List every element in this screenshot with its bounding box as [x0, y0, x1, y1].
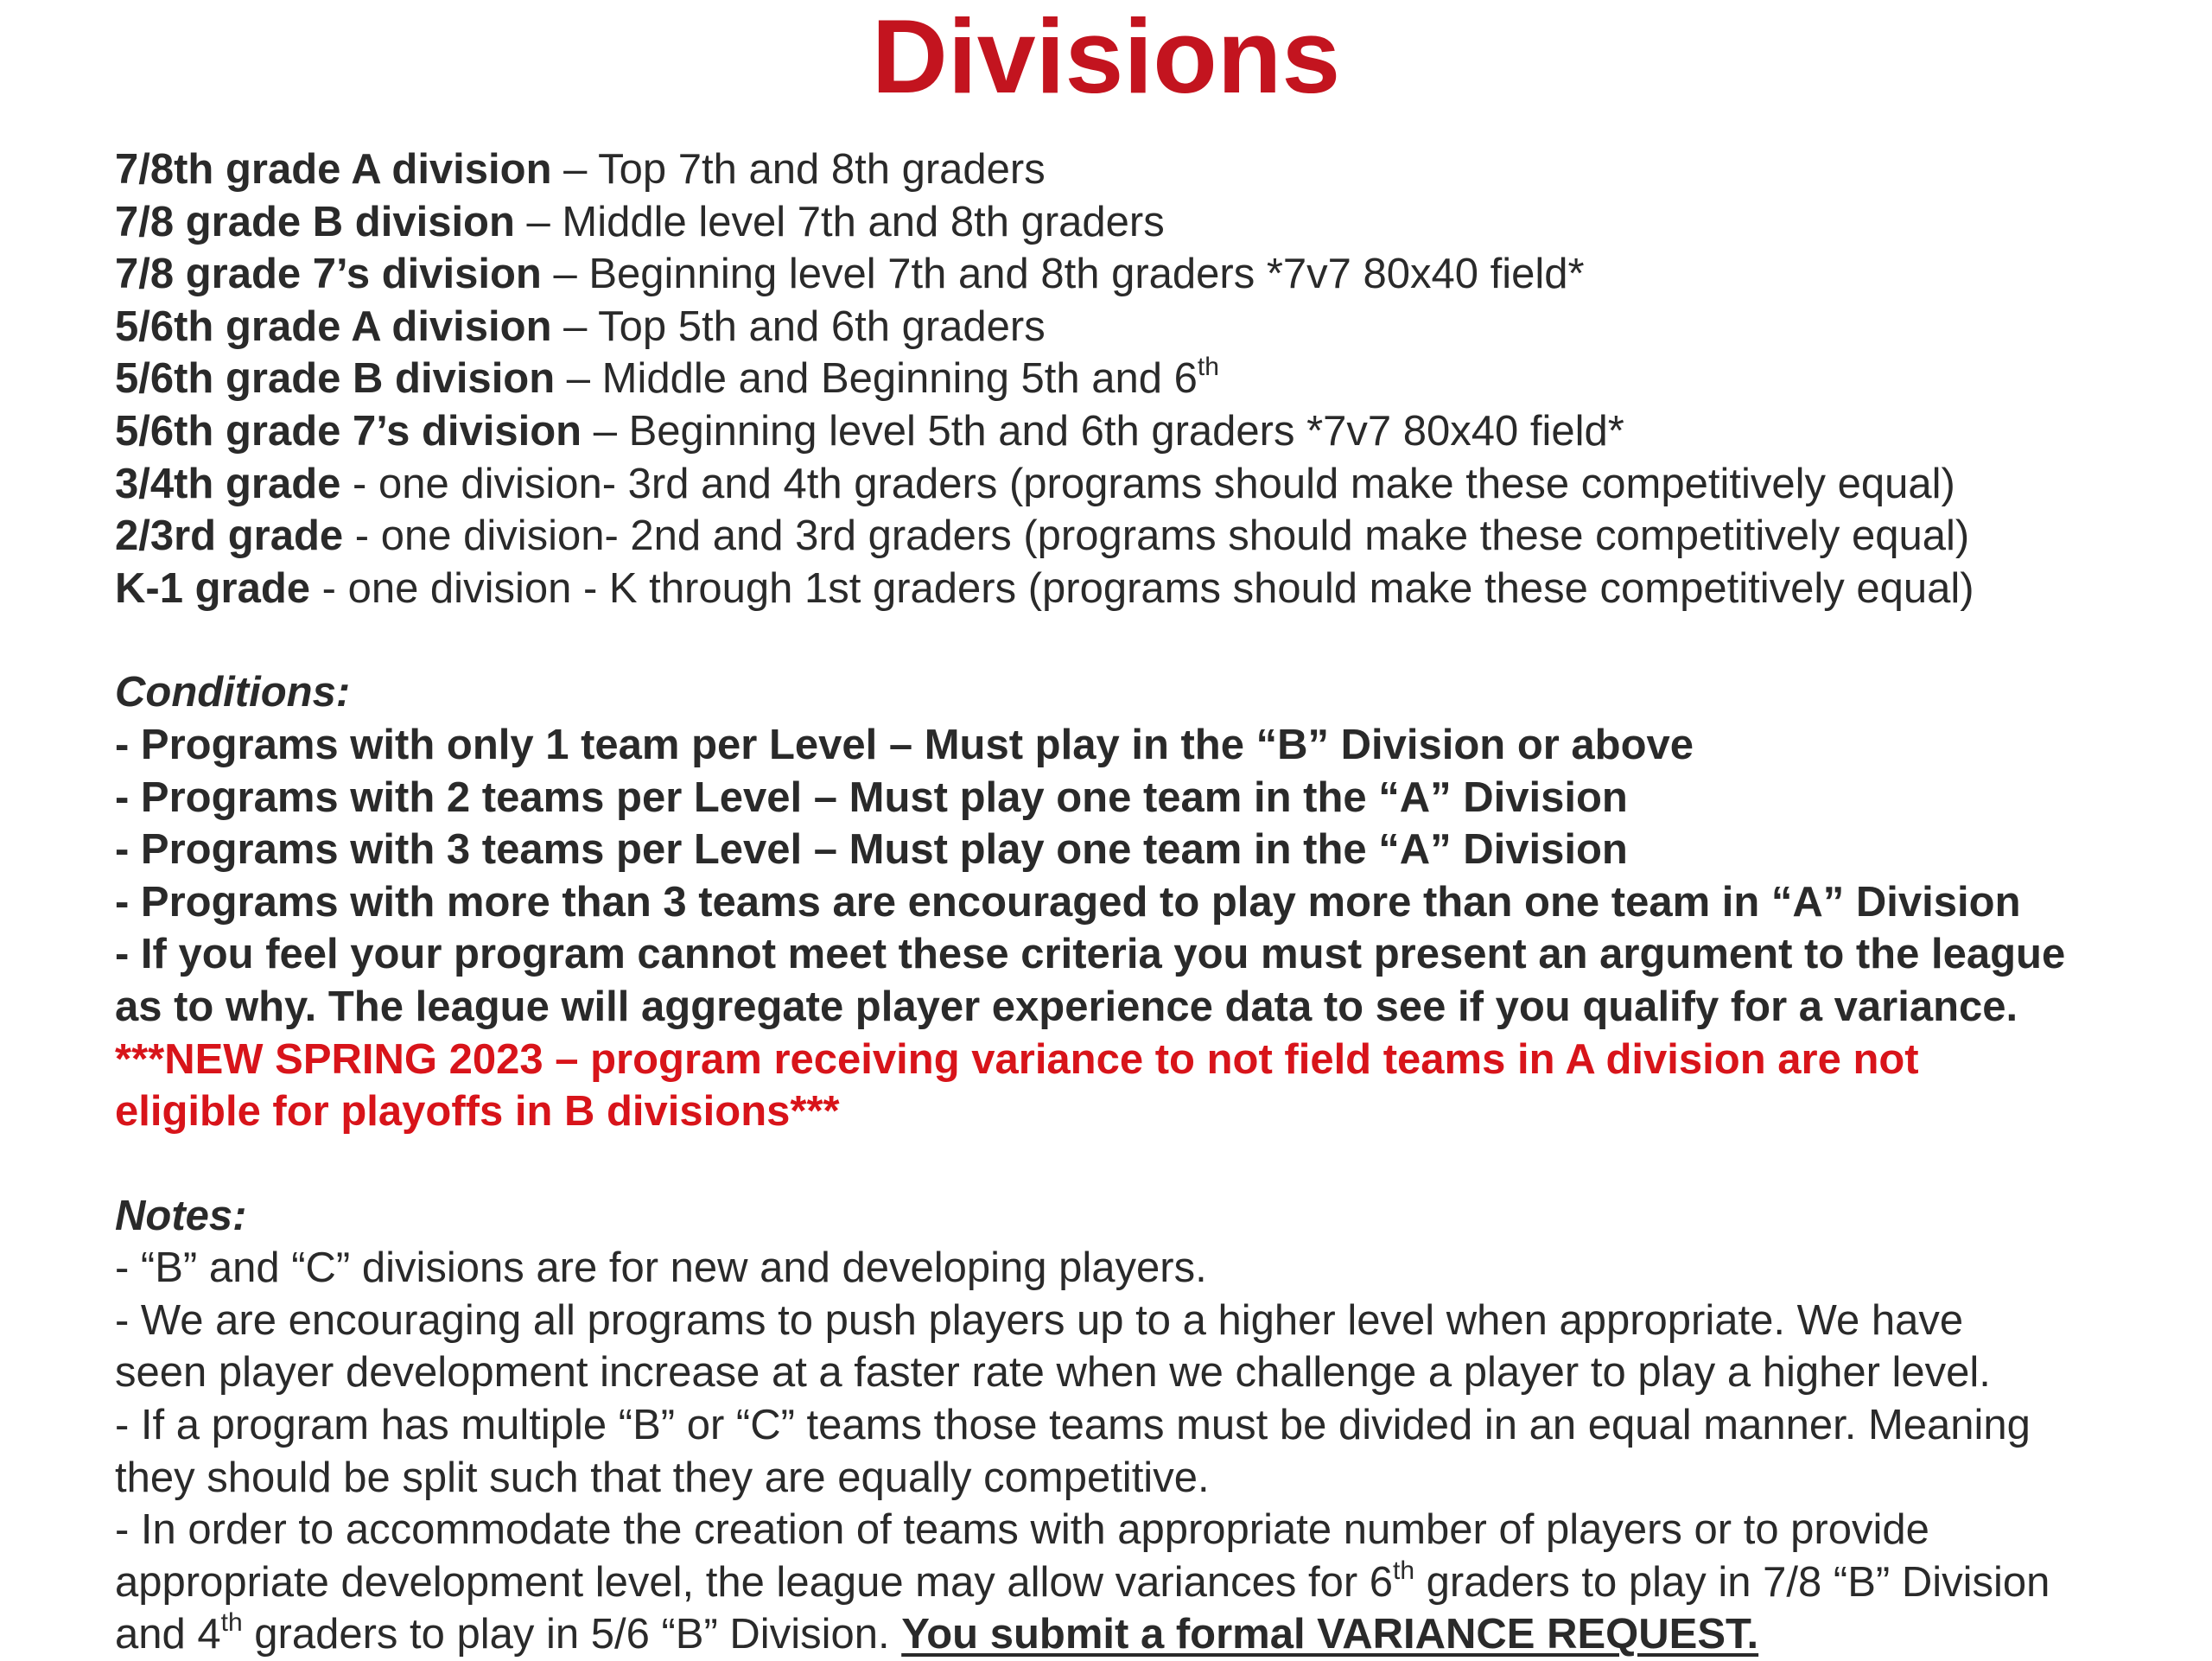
division-separator: - [340, 460, 378, 507]
division-item [115, 248, 2189, 301]
conditions-heading: Conditions: [115, 669, 351, 716]
note-line: seen player development increase at a faster rate when we challenge a player to play a higher level. [115, 1349, 1991, 1397]
division-separator: – [514, 198, 563, 245]
division-separator: – [541, 251, 589, 298]
condition-line: - If you feel your program cannot meet these criteria you must present an argument to the league [115, 931, 2066, 978]
division-name: 5/6th grade A division [115, 302, 552, 350]
division-description: Top 5th and 6th graders [598, 302, 1046, 350]
division-name: 2/3rd grade [115, 512, 344, 560]
condition-line: - Programs with 2 teams per Level – Must play one team in the “A” Division [115, 773, 1628, 821]
note-line [115, 1608, 2189, 1661]
condition-line: - Programs with 3 teams per Level – Must play one team in the “A” Division [115, 826, 1628, 874]
division-description: Beginning level 5th and 6th graders *7v7 80x40 field* [628, 407, 1624, 455]
division-description: one division - K through 1st graders (programs should make these competitively equal) [347, 564, 1974, 612]
condition-line: - Programs with only 1 team per Level – Must play in the “B” Division or above [115, 721, 1694, 768]
note-line [115, 1556, 2189, 1609]
division-description: one division- 3rd and 4th graders (programs should make these competitively equal) [378, 460, 1955, 507]
division-item [115, 353, 2189, 405]
division-name: 7/8th grade A division [115, 146, 552, 193]
superscript: th [220, 1608, 243, 1638]
spring-2023-notice: ***NEW SPRING 2023 – program receiving variance to not field teams in A division are not [115, 1035, 1919, 1083]
notes-heading: Notes: [115, 1192, 247, 1239]
note-line: - We are encouraging all programs to push players up to a higher level when appropriate. We have [115, 1296, 1964, 1344]
division-separator: – [551, 302, 599, 350]
division-description: Middle level 7th and 8th graders [562, 198, 1165, 245]
division-item [115, 196, 2189, 249]
note-line: they should be split such that they are equally competitive. [115, 1454, 1210, 1501]
superscript: th [1197, 353, 1219, 382]
division-item [115, 143, 2189, 196]
division-item [115, 510, 2189, 563]
division-name: 7/8 grade B division [115, 198, 515, 245]
condition-line: - Programs with more than 3 teams are encouraged to play more than one team in “A” Division [115, 878, 2021, 926]
division-separator: - [343, 512, 381, 560]
note-line: - In order to accommodate the creation of teams with appropriate number of players or to provide [115, 1506, 1929, 1554]
conditions-section [115, 666, 2189, 1137]
document-body [115, 143, 2189, 1661]
note-text: and 4 [115, 1611, 221, 1658]
notes-section [115, 1190, 2189, 1661]
spacer [115, 614, 2189, 666]
division-description: Top 7th and 8th graders [598, 146, 1046, 193]
division-item [115, 405, 2189, 458]
division-name: 7/8 grade 7’s division [115, 251, 542, 298]
division-separator: – [551, 146, 599, 193]
superscript: th [1393, 1556, 1415, 1585]
division-name: 3/4th grade [115, 460, 341, 507]
division-description: Middle and Beginning 5th and 6 [601, 355, 1198, 403]
division-name: 5/6th grade 7’s division [115, 407, 582, 455]
condition-line: as to why. The league will aggregate player experience data to see if you qualify for a variance. [115, 983, 2018, 1030]
division-item [115, 563, 2189, 615]
note-line: - If a program has multiple “B” or “C” teams those teams must be divided in an equal manner. Meaning [115, 1402, 2031, 1449]
division-item [115, 458, 2189, 511]
variance-request-link[interactable]: You submit a formal VARIANCE REQUEST. [901, 1611, 1759, 1658]
division-item [115, 301, 2189, 353]
note-line: - “B” and “C” divisions are for new and developing players. [115, 1244, 1207, 1292]
spacer [115, 1138, 2189, 1190]
division-name: K-1 grade [115, 564, 311, 612]
spring-2023-notice: eligible for playoffs in B divisions*** [115, 1088, 840, 1136]
division-separator: - [310, 564, 348, 612]
division-separator: – [555, 355, 602, 403]
division-description: Beginning level 7th and 8th graders *7v7 80x40 field* [588, 251, 1585, 298]
note-text: appropriate development level, the league may allow variances for 6 [115, 1558, 1394, 1606]
page-title: Divisions [871, 0, 1341, 115]
division-list [115, 143, 2189, 614]
division-separator: – [582, 407, 629, 455]
division-name: 5/6th grade B division [115, 355, 556, 403]
note-text: graders to play in 5/6 “B” Division. [242, 1611, 902, 1658]
division-description: one division- 2nd and 3rd graders (programs should make these competitively equal) [380, 512, 1970, 560]
note-text: graders to play in 7/8 “B” Division [1414, 1558, 2050, 1606]
